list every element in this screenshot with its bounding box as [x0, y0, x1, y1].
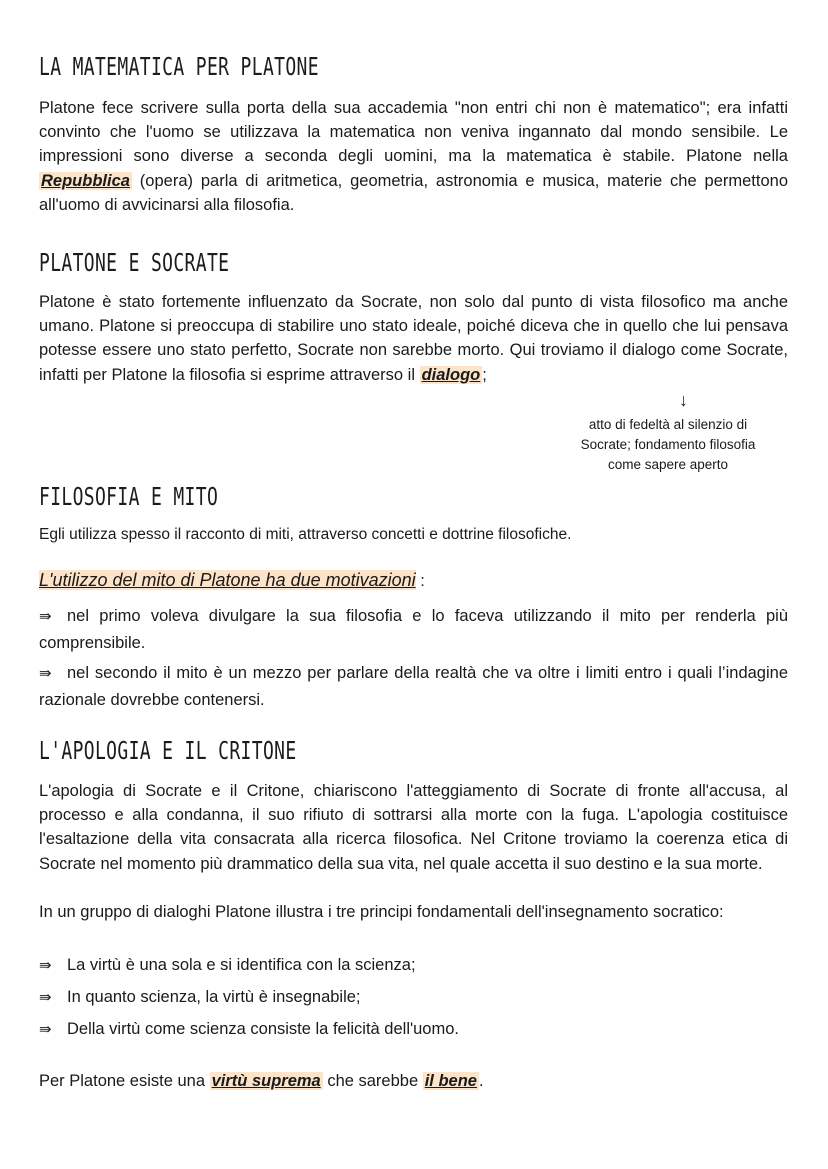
paragraph-matematica	[39, 96, 788, 217]
paragraph-principi: In un gruppo di dialoghi Platone illustra i tre principi fondamentali dell'insegnamento socratico:	[39, 903, 724, 921]
text: che sarebbe	[322, 1072, 423, 1090]
double-arrow-icon: ⇛	[39, 665, 52, 682]
double-arrow-icon: ⇛	[39, 957, 52, 974]
highlight-il-bene: il bene	[424, 1072, 477, 1090]
text: Platone è stato fortemente influenzato da Socrate, non solo dal punto di vista filosofico ma anche umano. Platone si preoccupa di stabilire uno stato ideale, poiché diceva che in quello che lui pensava potesse essere uno stato perfetto, Socrate non sarebbe morto. Qui troviamo il dialogo come Socrate, infatti per Platone la filosofia si esprime attraverso il	[39, 293, 788, 384]
text: :	[415, 572, 425, 590]
text: (opera) parla di aritmetica, geometria, astronomia e musica, materie che permettono all'uomo di avvicinarsi alla filosofia.	[39, 171, 788, 214]
principle-2	[39, 988, 361, 1007]
text: nel primo voleva divulgare la sua filosofia e lo faceva utilizzando il mito per renderla più comprensibile.	[39, 607, 788, 652]
highlight-dialogo: dialogo	[421, 365, 481, 384]
note-dialogo: atto di fedeltà al silenzio di Socrate; fondamento filosofia come sapere aperto	[580, 417, 756, 472]
highlight-repubblica: Repubblica	[41, 171, 130, 190]
text: Platone fece scrivere sulla porta della sua accademia "non entri chi non è matematico"; era infatti convinto che l'uomo se utilizzava la matematica non veniva ingannato dal mondo sensibile. Le impressioni sono diverse a seconda degli uomini, ma la matematica è stabile. Platone nella	[39, 99, 788, 166]
text: Per Platone esiste una	[39, 1072, 210, 1090]
point-mito-2	[39, 660, 788, 713]
text: nel secondo il mito è un mezzo per parlare della realtà che va oltre i limiti entro i quali l’indagine razionale dovrebbe contenersi.	[39, 664, 788, 709]
double-arrow-icon: ⇛	[39, 1021, 52, 1038]
principle-3	[39, 1020, 459, 1039]
down-arrow-icon: ↓	[679, 390, 688, 410]
paragraph-socrate	[39, 290, 788, 387]
text: .	[478, 1072, 484, 1090]
subheading-text: L'utilizzo del mito di Platone ha due motivazioni	[39, 570, 416, 590]
paragraph-mito-intro: Egli utilizza spesso il racconto di miti, attraverso concetti e dottrine filosofiche.	[39, 526, 572, 543]
double-arrow-icon: ⇛	[39, 608, 52, 625]
text: Della virtù come scienza consiste la felicità dell'uomo.	[67, 1020, 459, 1038]
heading-apologia: L'APOLOGIA E IL CRITONE	[39, 736, 297, 765]
heading-socrate: PLATONE E SOCRATE	[39, 248, 230, 277]
point-mito-1	[39, 603, 788, 656]
principle-1	[39, 956, 416, 975]
heading-matematica: LA MATEMATICA PER PLATONE	[39, 52, 319, 81]
highlight-virtu-suprema: virtù suprema	[211, 1072, 321, 1090]
text: ;	[482, 365, 487, 384]
text: La virtù è una sola e si identifica con la scienza;	[67, 956, 416, 974]
double-arrow-icon: ⇛	[39, 989, 52, 1006]
paragraph-apologia: L'apologia di Socrate e il Critone, chiariscono l'atteggiamento di Socrate di fronte all'accusa, al processo e alla condanna, il suo rifiuto di sottrarsi alla morte con la fuga. L'apologia costituisce l'esaltazione della vita consacrata alla ricerca filosofica. Nel Critone troviamo la coerenza etica di Socrate nel momento più drammatico della sua vita, nel quale accetta il suo destino e la sua morte.	[39, 782, 788, 873]
subheading-motivazioni	[39, 570, 425, 591]
text: In quanto scienza, la virtù è insegnabile;	[67, 988, 361, 1006]
paragraph-final	[39, 1072, 484, 1091]
heading-mito: FILOSOFIA E MITO	[39, 482, 219, 511]
